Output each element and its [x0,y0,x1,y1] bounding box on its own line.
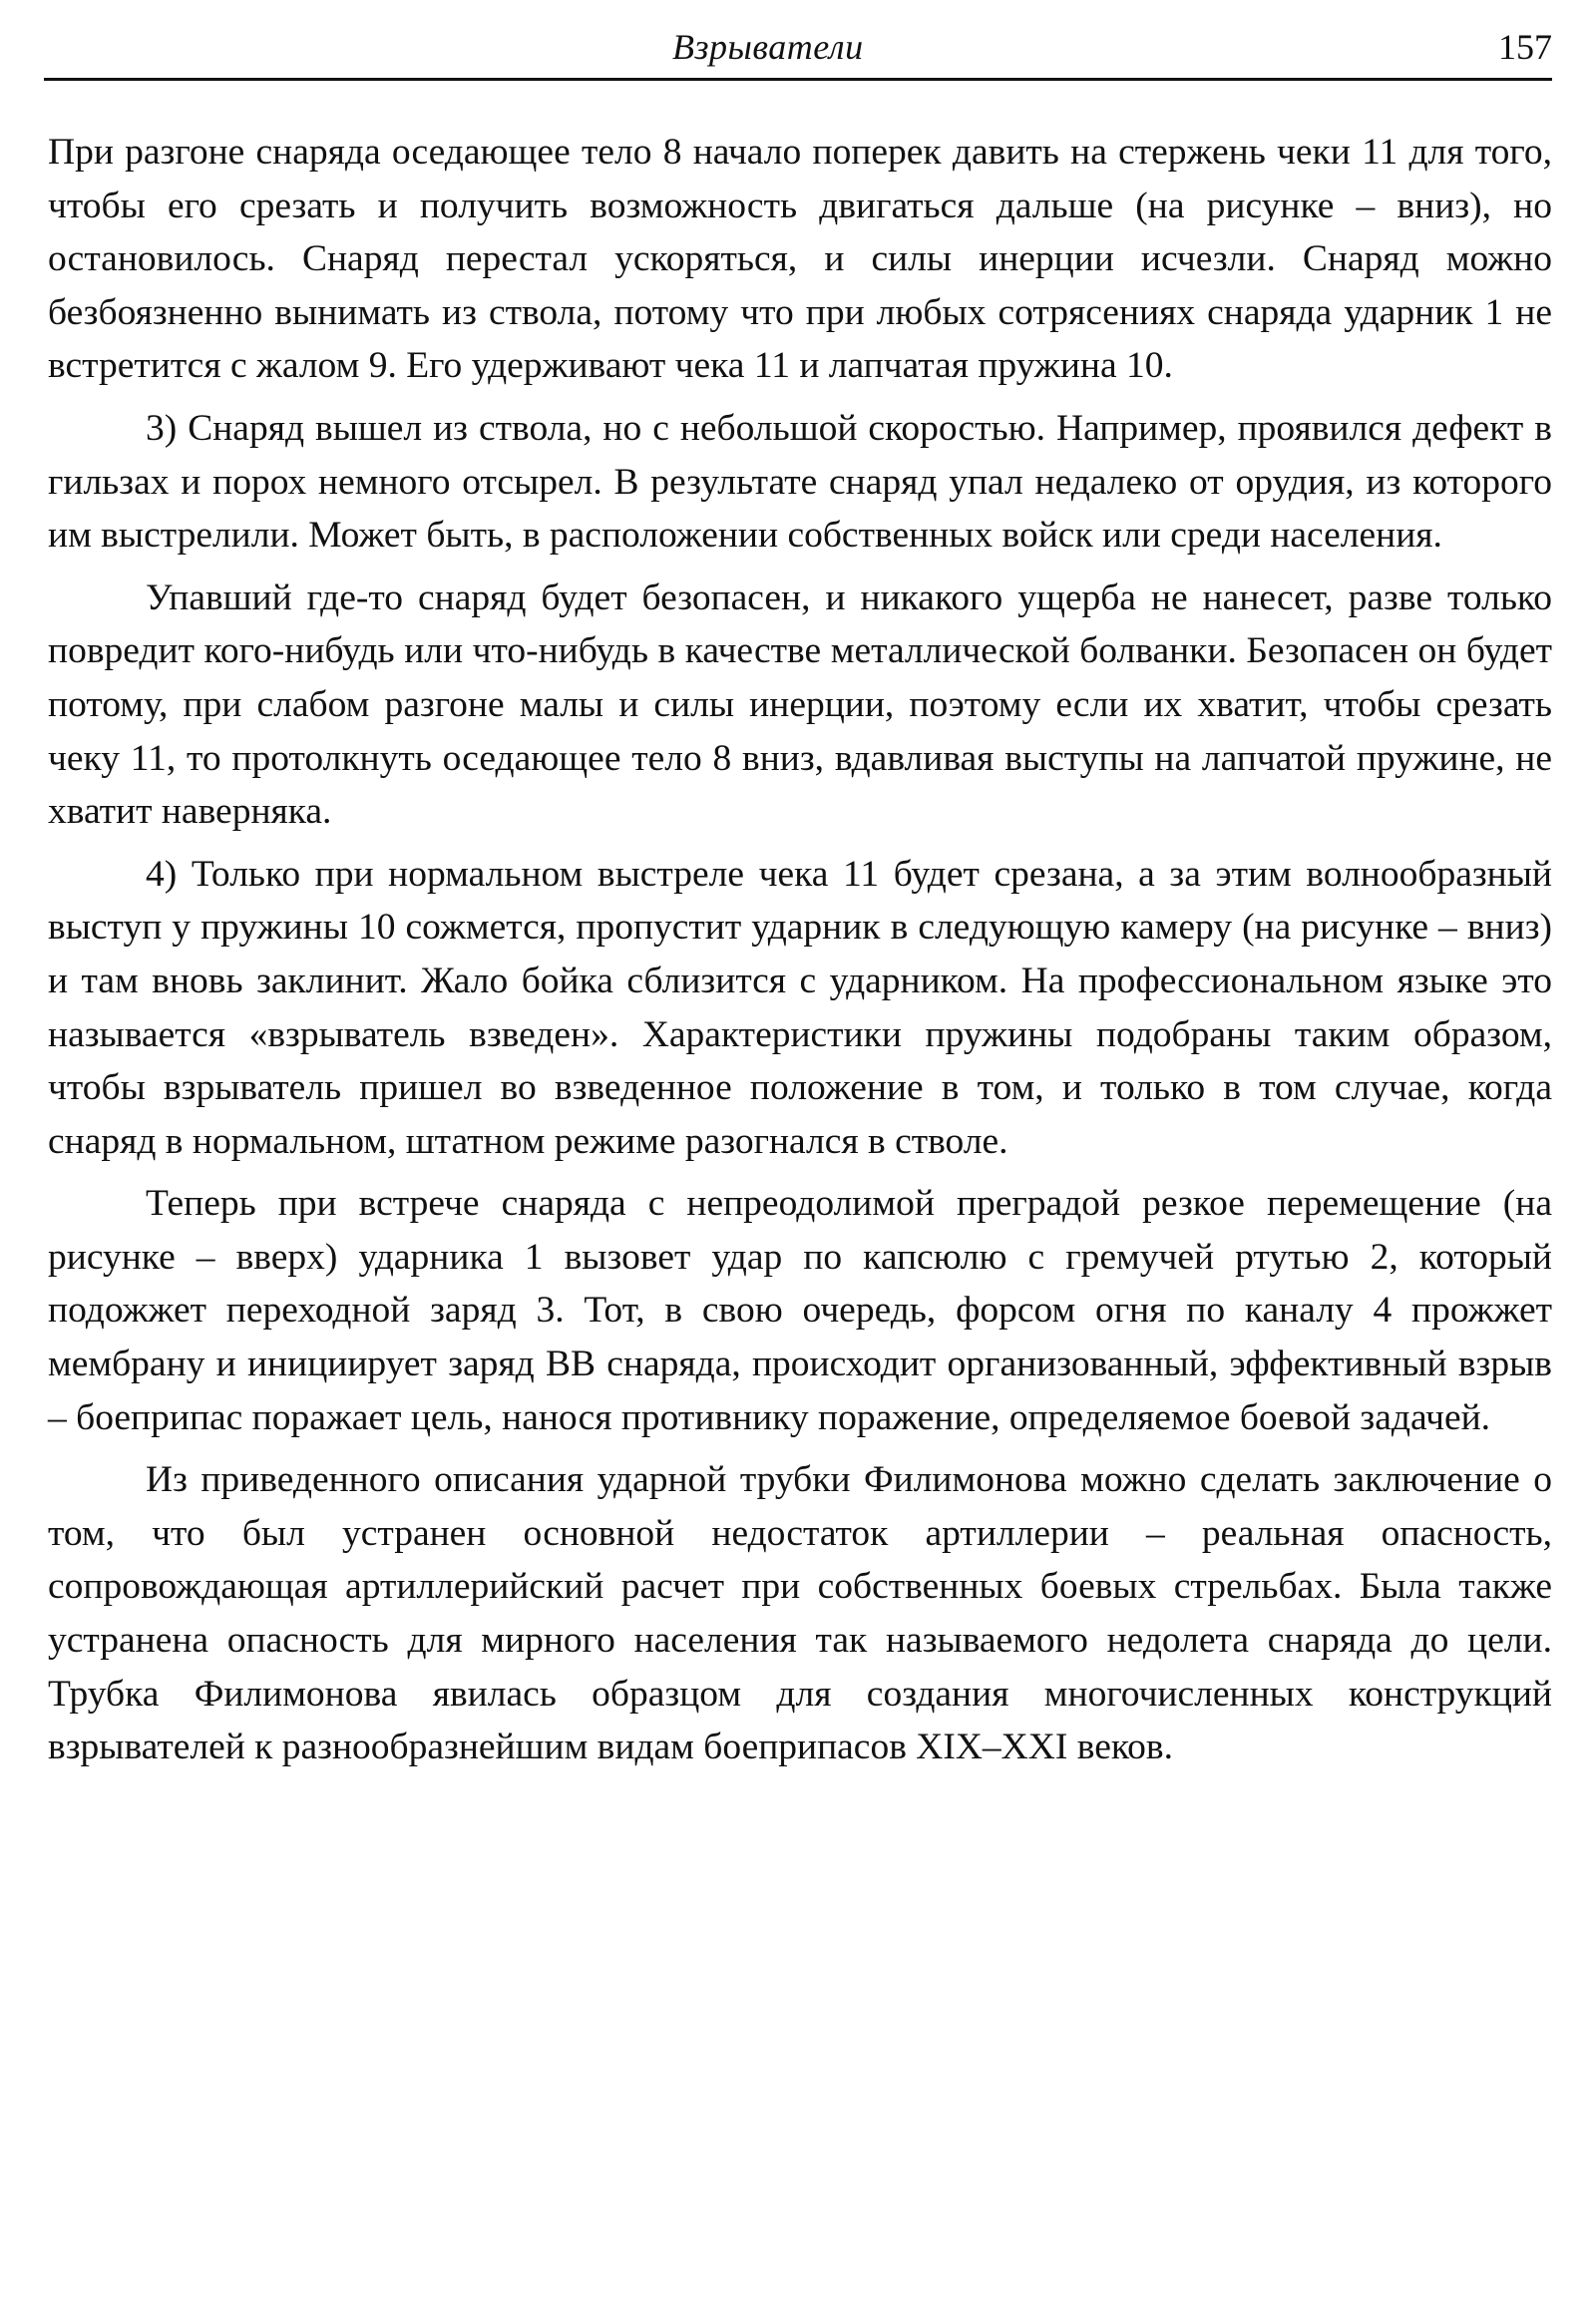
paragraph: Упавший где-то снаряд будет безопасен, и никакого ущерба не нанесет, разве только повредит кого-нибудь или что-нибудь в качестве металлической болванки. Безопасен он будет потому, при слабом разгоне малы и силы инерции, поэтому если их хватит, чтобы срезать чеку 11, то протолкнуть оседающее тело 8 вниз, вдавливая выступы на лапчатой пружине, не хватит наверняка. [48,577,1552,833]
paragraph: 3) Снаряд вышел из ствола, но с небольшой скоростью. Например, проявился дефект в гильзах и порох немного отсырел. В результате снаряд упал недалеко от орудия, из которого им выстрелили. Может быть, в расположении собственных войск или среди населения. [48,407,1552,557]
body-text [48,126,1552,1774]
paragraph-gap [48,839,1552,848]
running-title: Взрыватели [672,27,864,67]
paragraph: Из приведенного описания ударной трубки Филимонова можно сделать заключение о том, что был устранен основной недостаток артиллерии – реальная опасность, сопровождающая артиллерийский расчет при собственных боевых стрельбах. Была также устранена опасность для мирного населения так называемого недолета снаряда до цели. Трубка Филимонова явилась образцом для создания многочисленных конструкций взрывателей к разнообразнейшим видам боеприпасов XIX–XXI веков. [48,1459,1552,1768]
paragraph: 4) Только при нормальном выстреле чека 11 будет срезана, а за этим волнообразный выступ у пружины 10 сожмется, пропустит ударник в следующую камеру (на рисунке – вниз) и там вновь заклинит. Жало бойка сблизится с ударником. На профессиональном языке это называется «взрыватель взведен». Характеристики пружины подобраны таким образом, чтобы взрыватель пришел во взведенное положение в том, и только в том случае, когда снаряд в нормальном, штатном режиме разогнался в стволе. [48,853,1552,1162]
header-divider [44,78,1552,81]
paragraph-gap [48,1444,1552,1453]
page-header [44,22,1552,82]
paragraph: Теперь при встрече снаряда с непреодолимой преградой резкое перемещение (на рисунке – вверх) ударника 1 вызовет удар по капсюлю с гремучей ртутью 2, который подожжет переходной заряд 3. Тот, в свою очередь, форсом огня по каналу 4 прожжет мембрану и инициирует заряд ВВ снаряда, происходит организованный, эффективный взрыв – боеприпас поражает цель, нанося противнику поражение, определяемое боевой задачей. [48,1183,1552,1438]
paragraph-gap [48,1168,1552,1177]
paragraph-gap [48,393,1552,402]
paragraph-gap [48,563,1552,572]
paragraph: При разгоне снаряда оседающее тело 8 начало поперек давить на стержень чеки 11 для того, чтобы его срезать и получить возможность двигаться дальше (на рисунке – вниз), но остановилось. Снаряд перестал ускоряться, и силы инерции исчезли. Снаряд можно безбоязненно вынимать из ствола, потому что при любых сотрясениях снаряда ударник 1 не встретится с жалом 9. Его удерживают чека 11 и лапчатая пружина 10. [48,132,1552,387]
page-number: 157 [1498,27,1552,67]
